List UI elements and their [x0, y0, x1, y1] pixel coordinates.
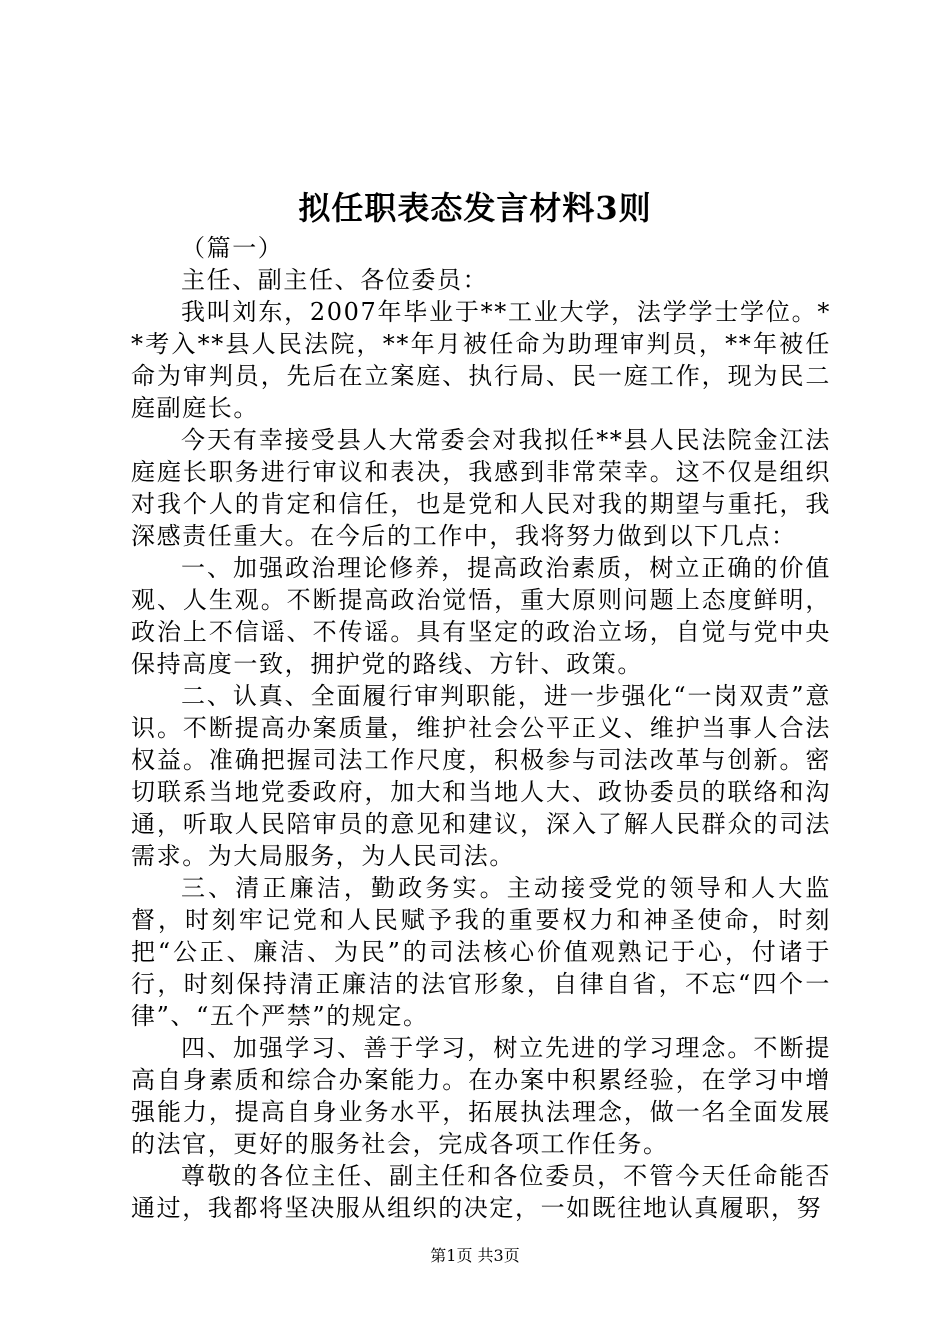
document-body — [131, 232, 831, 1224]
paragraph-point-three: 三、清正廉洁，勤政务实。主动接受党的领导和人大监督，时刻牢记党和人民赋予我的重要权力和神圣使命，时刻把“公正、廉洁、为民”的司法核心价值观熟记于心，付诸于行，时刻保持清正廉洁的法官形象，自律自省，不忘“四个一律”、“五个严禁”的规定。 — [131, 874, 831, 1030]
paragraph-point-four: 四、加强学习、善于学习，树立先进的学习理念。不断提高自身素质和综合办案能力。在办案中积累经验，在学习中增强能力，提高自身业务水平，拓展执法理念，做一名全面发展的法官，更好的服务社会，完成各项工作任务。 — [131, 1034, 831, 1158]
paragraph-introduction: 我叫刘东，2007年毕业于**工业大学，法学学士学位。**考入**县人民法院，**年月被任命为助理审判员，**年被任命为审判员，先后在立案庭、执行局、民一庭工作，现为民二庭副庭长。 — [131, 298, 831, 422]
paragraph-point-one: 一、加强政治理论修养，提高政治素质，树立正确的价值观、人生观。不断提高政治觉悟，重大原则问题上态度鲜明，政治上不信谣、不传谣。具有坚定的政治立场，自觉与党中央保持高度一致，拥护党的路线、方针、政策。 — [131, 554, 831, 678]
paragraph-point-two: 二、认真、全面履行审判职能，进一步强化“一岗双责”意识。不断提高办案质量，维护社会公平正义、维护当事人合法权益。准确把握司法工作尺度，积极参与司法改革与创新。密切联系当地党委政府，加大和当地人大、政协委员的联络和沟通，听取人民陪审员的意见和建议，深入了解人民群众的司法需求。为大局服务，为人民司法。 — [131, 682, 831, 870]
salutation: 主任、副主任、各位委员： — [181, 266, 489, 294]
section-heading: （篇一） — [181, 234, 284, 262]
paragraph-closing: 尊敬的各位主任、副主任和各位委员，不管今天任命能否通过，我都将坚决服从组织的决定，一如既往地认真履职，努 — [131, 1162, 831, 1222]
document-title: 拟任职表态发言材料3则 — [298, 189, 652, 227]
paragraph-gratitude: 今天有幸接受县人大常委会对我拟任**县人民法院金江法庭庭长职务进行审议和表决，我感到非常荣幸。这不仅是组织对我个人的肯定和信任，也是党和人民对我的期望与重托，我深感责任重大。在今后的工作中，我将努力做到以下几点： — [131, 426, 831, 550]
page-number-footer: 第1页 共3页 — [430, 1246, 520, 1265]
